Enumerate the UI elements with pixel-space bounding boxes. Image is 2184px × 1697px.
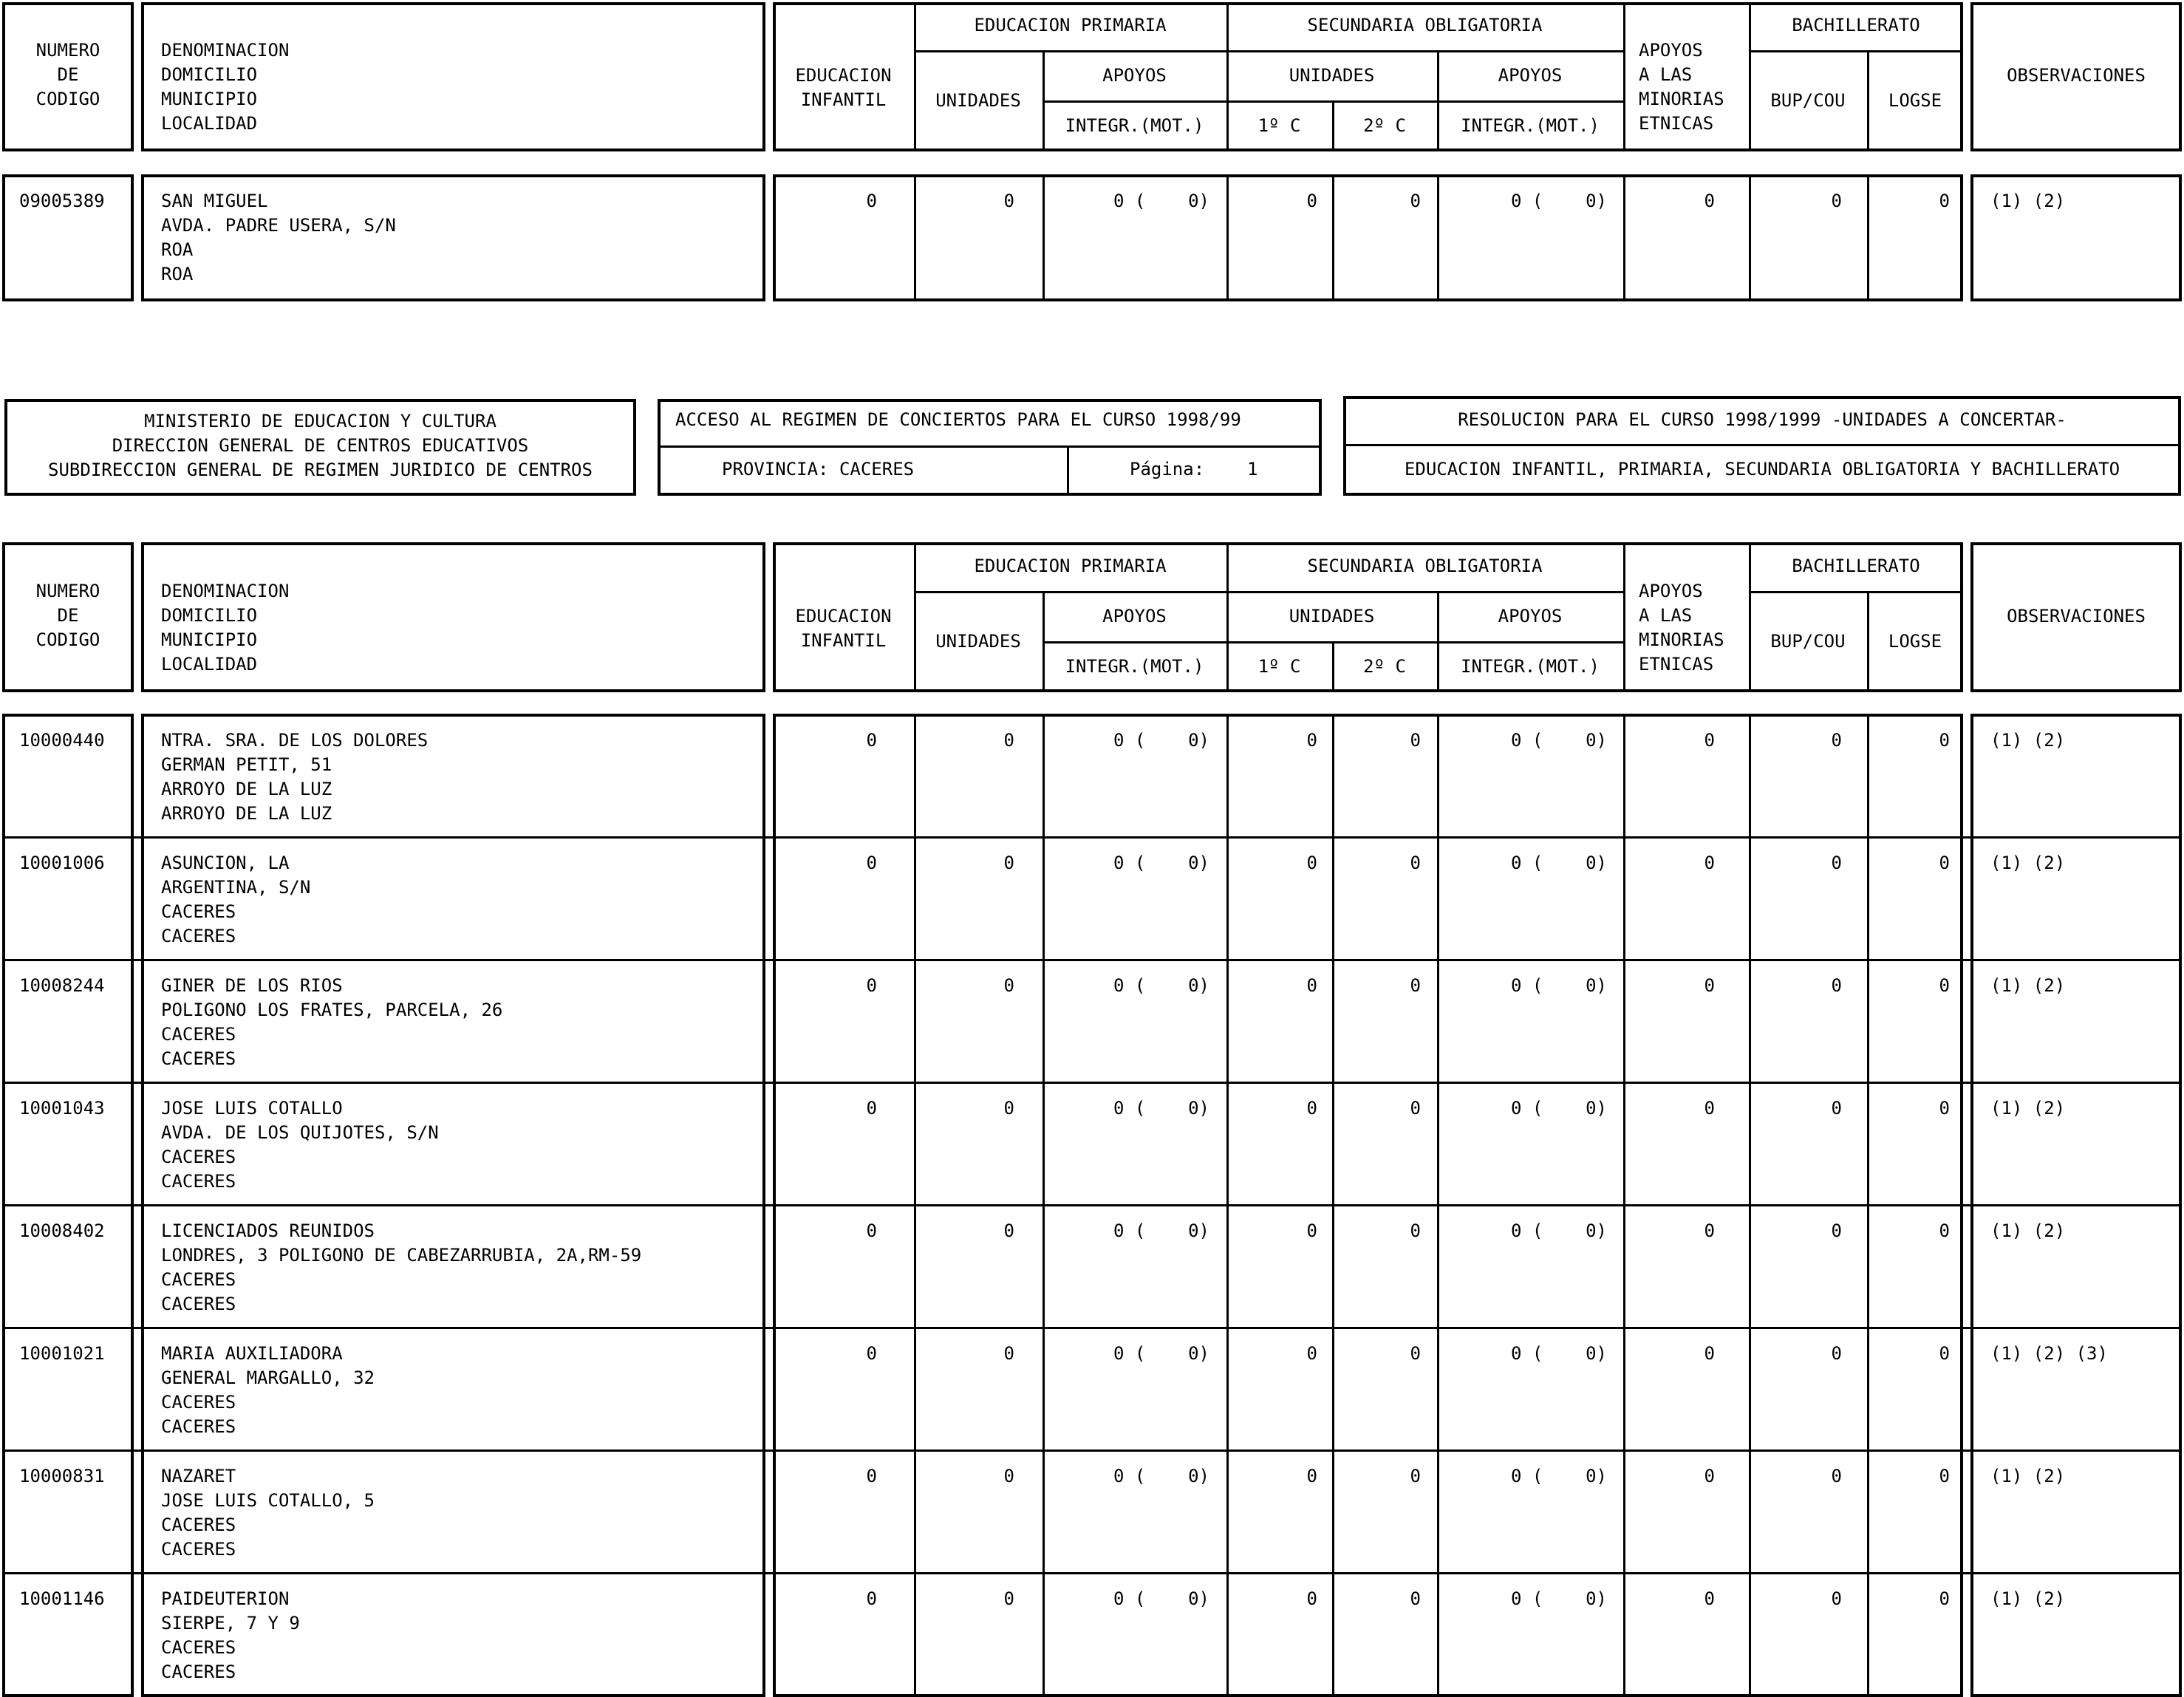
row-bupcou: 0 — [1831, 730, 1842, 751]
resolucion-title: RESOLUCION PARA EL CURSO 1998/1999 -UNIDADES A CONCERTAR- — [1458, 409, 2067, 430]
main-h-minorias: APOYOS A LAS MINORIAS ETNICAS — [1639, 581, 1724, 675]
row-minorias: 0 — [1704, 853, 1715, 873]
row-observaciones: (1) (2) (3) — [1990, 1343, 2108, 1364]
row-bupcou: 0 — [1831, 975, 1842, 996]
row-logse: 0 — [1939, 853, 1950, 873]
row-codigo: 10000440 — [19, 730, 105, 751]
row-prim-apoyos: 0 ( 0) — [1113, 1098, 1209, 1119]
row-prim-unidades: 0 — [1003, 1466, 1014, 1486]
row-sec-apoyos: 0 ( 0) — [1510, 1588, 1607, 1609]
row-sec-apoyos: 0 ( 0) — [1510, 191, 1607, 211]
main-h-secundaria: SECUNDARIA OBLIGATORIA — [1307, 556, 1543, 576]
top-h-infantil: EDUCACION INFANTIL — [795, 65, 892, 110]
row-sec-apoyos: 0 ( 0) — [1510, 1220, 1607, 1241]
row-codigo: 10008402 — [19, 1220, 105, 1241]
row-denominacion: PAIDEUTERION SIERPE, 7 Y 9 CACERES CACERES — [161, 1588, 300, 1682]
row-prim-unidades: 0 — [1003, 853, 1014, 873]
row-observaciones: (1) (2) — [1990, 191, 2066, 211]
top-h-bachillerato: BACHILLERATO — [1792, 15, 1920, 35]
row-sec-c1: 0 — [1306, 853, 1317, 873]
main-h-sec-integr: INTEGR.(MOT.) — [1461, 656, 1600, 677]
page-number: Página: 1 — [1130, 459, 1258, 479]
row-logse: 0 — [1939, 1220, 1950, 1241]
top-h-primaria: EDUCACION PRIMARIA — [974, 15, 1167, 35]
row-logse: 0 — [1939, 1588, 1950, 1609]
provincia-label: PROVINCIA: CACERES — [722, 459, 915, 479]
main-h-logse: LOGSE — [1888, 631, 1942, 652]
row-infantil: 0 — [866, 730, 877, 751]
row-sec-c2: 0 — [1410, 1466, 1421, 1486]
row-logse: 0 — [1939, 1466, 1950, 1486]
row-sec-c1: 0 — [1306, 1098, 1317, 1119]
row-observaciones: (1) (2) — [1990, 1220, 2066, 1241]
row-sec-c2: 0 — [1410, 730, 1421, 751]
row-infantil: 0 — [866, 191, 877, 211]
row-sec-c1: 0 — [1306, 1466, 1317, 1486]
row-codigo: 10001043 — [19, 1098, 105, 1119]
row-sec-c1: 0 — [1306, 975, 1317, 996]
row-denominacion: NAZARET JOSE LUIS COTALLO, 5 CACERES CACERES — [161, 1466, 375, 1560]
row-sec-c2: 0 — [1410, 853, 1421, 873]
row-prim-unidades: 0 — [1003, 191, 1014, 211]
row-observaciones: (1) (2) — [1990, 1466, 2066, 1486]
row-infantil: 0 — [866, 1220, 877, 1241]
row-minorias: 0 — [1704, 1466, 1715, 1486]
row-prim-apoyos: 0 ( 0) — [1113, 1466, 1209, 1486]
row-bupcou: 0 — [1831, 191, 1842, 211]
row-denominacion: NTRA. SRA. DE LOS DOLORES GERMAN PETIT, 51 ARROYO DE LA LUZ ARROYO DE LA LUZ — [161, 730, 429, 824]
row-infantil: 0 — [866, 853, 877, 873]
row-codigo: 10001021 — [19, 1343, 105, 1364]
row-logse: 0 — [1939, 191, 1950, 211]
row-prim-unidades: 0 — [1003, 975, 1014, 996]
main-h-infantil: EDUCACION INFANTIL — [795, 606, 892, 651]
row-observaciones: (1) (2) — [1990, 1588, 2066, 1609]
row-observaciones: (1) (2) — [1990, 975, 2066, 996]
main-h-primaria: EDUCACION PRIMARIA — [974, 556, 1167, 576]
top-h-secundaria: SECUNDARIA OBLIGATORIA — [1307, 15, 1543, 35]
row-sec-apoyos: 0 ( 0) — [1510, 853, 1607, 873]
row-infantil: 0 — [866, 975, 877, 996]
row-infantil: 0 — [866, 1466, 877, 1486]
row-logse: 0 — [1939, 730, 1950, 751]
row-sec-c2: 0 — [1410, 191, 1421, 211]
main-h-denominacion: DENOMINACION DOMICILIO MUNICIPIO LOCALIDAD — [161, 581, 290, 675]
row-bupcou: 0 — [1831, 1220, 1842, 1241]
top-h-sec-integr: INTEGR.(MOT.) — [1461, 115, 1600, 136]
row-sec-c2: 0 — [1410, 1220, 1421, 1241]
row-sec-apoyos: 0 ( 0) — [1510, 975, 1607, 996]
main-h-sec-apoyos: APOYOS — [1498, 606, 1563, 626]
row-bupcou: 0 — [1831, 1343, 1842, 1364]
row-sec-c1: 0 — [1306, 1588, 1317, 1609]
row-prim-apoyos: 0 ( 0) — [1113, 730, 1209, 751]
row-minorias: 0 — [1704, 1098, 1715, 1119]
row-minorias: 0 — [1704, 1220, 1715, 1241]
row-logse: 0 — [1939, 975, 1950, 996]
row-prim-apoyos: 0 ( 0) — [1113, 975, 1209, 996]
row-sec-c1: 0 — [1306, 191, 1317, 211]
row-infantil: 0 — [866, 1098, 877, 1119]
main-h-c1: 1º C — [1257, 656, 1301, 677]
row-prim-unidades: 0 — [1003, 1220, 1014, 1241]
row-prim-unidades: 0 — [1003, 730, 1014, 751]
row-denominacion: JOSE LUIS COTALLO AVDA. DE LOS QUIJOTES, S/N CACERES CACERES — [161, 1098, 439, 1192]
row-infantil: 0 — [866, 1588, 877, 1609]
top-h-c2: 2º C — [1363, 115, 1406, 136]
row-logse: 0 — [1939, 1098, 1950, 1119]
row-bupcou: 0 — [1831, 1098, 1842, 1119]
row-denominacion: LICENCIADOS REUNIDOS LONDRES, 3 POLIGONO DE CABEZARRUBIA, 2A,RM-59 CACERES CACERES — [161, 1220, 642, 1314]
row-sec-apoyos: 0 ( 0) — [1510, 1466, 1607, 1486]
row-minorias: 0 — [1704, 191, 1715, 211]
row-denominacion: GINER DE LOS RIOS POLIGONO LOS FRATES, PARCELA, 26 CACERES CACERES — [161, 975, 503, 1069]
row-minorias: 0 — [1704, 1343, 1715, 1364]
main-h-bupcou: BUP/COU — [1770, 631, 1846, 652]
row-sec-c2: 0 — [1410, 975, 1421, 996]
top-h-numero: NUMERO DE CODIGO — [35, 40, 100, 109]
row-sec-apoyos: 0 ( 0) — [1510, 1343, 1607, 1364]
row-observaciones: (1) (2) — [1990, 730, 2066, 751]
row-denominacion: SAN MIGUEL AVDA. PADRE USERA, S/N ROA ROA — [161, 191, 396, 284]
top-h-logse: LOGSE — [1888, 90, 1942, 111]
main-h-integr: INTEGR.(MOT.) — [1065, 656, 1204, 677]
row-observaciones: (1) (2) — [1990, 1098, 2066, 1119]
row-sec-c2: 0 — [1410, 1343, 1421, 1364]
row-observaciones: (1) (2) — [1990, 853, 2066, 873]
row-sec-c1: 0 — [1306, 730, 1317, 751]
row-prim-apoyos: 0 ( 0) — [1113, 853, 1209, 873]
ministry-text: MINISTERIO DE EDUCACION Y CULTURA DIRECCION GENERAL DE CENTROS EDUCATIVOS SUBDIRECCION GENERAL DE REGIMEN JURIDICO DE CENTROS — [48, 411, 593, 480]
row-codigo: 10000831 — [19, 1466, 105, 1486]
row-infantil: 0 — [866, 1343, 877, 1364]
row-minorias: 0 — [1704, 730, 1715, 751]
top-h-c1: 1º C — [1257, 115, 1301, 136]
row-sec-c1: 0 — [1306, 1343, 1317, 1364]
row-bupcou: 0 — [1831, 1466, 1842, 1486]
top-h-sec-unidades: UNIDADES — [1289, 65, 1375, 86]
top-h-apoyos: APOYOS — [1102, 65, 1167, 86]
row-minorias: 0 — [1704, 1588, 1715, 1609]
main-h-sec-unidades: UNIDADES — [1289, 606, 1375, 626]
row-prim-apoyos: 0 ( 0) — [1113, 1588, 1209, 1609]
main-h-c2: 2º C — [1363, 656, 1406, 677]
row-denominacion: MARIA AUXILIADORA GENERAL MARGALLO, 32 CACERES CACERES — [161, 1343, 375, 1437]
row-prim-unidades: 0 — [1003, 1588, 1014, 1609]
row-prim-apoyos: 0 ( 0) — [1113, 1220, 1209, 1241]
row-prim-unidades: 0 — [1003, 1343, 1014, 1364]
top-h-integr: INTEGR.(MOT.) — [1065, 115, 1204, 136]
row-sec-apoyos: 0 ( 0) — [1510, 1098, 1607, 1119]
row-codigo: 09005389 — [19, 191, 105, 211]
main-h-unidades: UNIDADES — [935, 631, 1021, 652]
row-codigo: 10008244 — [19, 975, 105, 996]
main-h-observaciones: OBSERVACIONES — [2007, 606, 2146, 626]
row-sec-apoyos: 0 ( 0) — [1510, 730, 1607, 751]
row-bupcou: 0 — [1831, 1588, 1842, 1609]
row-denominacion: ASUNCION, LA ARGENTINA, S/N CACERES CACERES — [161, 853, 311, 946]
main-h-apoyos: APOYOS — [1102, 606, 1167, 626]
top-h-sec-apoyos: APOYOS — [1498, 65, 1563, 86]
row-bupcou: 0 — [1831, 853, 1842, 873]
row-minorias: 0 — [1704, 975, 1715, 996]
row-codigo: 10001006 — [19, 853, 105, 873]
top-h-denominacion: DENOMINACION DOMICILIO MUNICIPIO LOCALIDAD — [161, 40, 290, 134]
top-h-unidades: UNIDADES — [935, 90, 1021, 111]
top-h-bupcou: BUP/COU — [1770, 90, 1846, 111]
top-h-observaciones: OBSERVACIONES — [2007, 65, 2146, 86]
row-sec-c2: 0 — [1410, 1588, 1421, 1609]
main-h-numero: NUMERO DE CODIGO — [35, 581, 100, 650]
row-sec-c2: 0 — [1410, 1098, 1421, 1119]
main-h-bachillerato: BACHILLERATO — [1792, 556, 1920, 576]
row-prim-apoyos: 0 ( 0) — [1113, 191, 1209, 211]
row-codigo: 10001146 — [19, 1588, 105, 1609]
educacion-subtitle: EDUCACION INFANTIL, PRIMARIA, SECUNDARIA OBLIGATORIA Y BACHILLERATO — [1404, 459, 2120, 479]
row-logse: 0 — [1939, 1343, 1950, 1364]
acceso-title: ACCESO AL REGIMEN DE CONCIERTOS PARA EL CURSO 1998/99 — [675, 409, 1241, 430]
row-sec-c1: 0 — [1306, 1220, 1317, 1241]
row-prim-unidades: 0 — [1003, 1098, 1014, 1119]
top-h-minorias: APOYOS A LAS MINORIAS ETNICAS — [1639, 40, 1724, 134]
row-prim-apoyos: 0 ( 0) — [1113, 1343, 1209, 1364]
